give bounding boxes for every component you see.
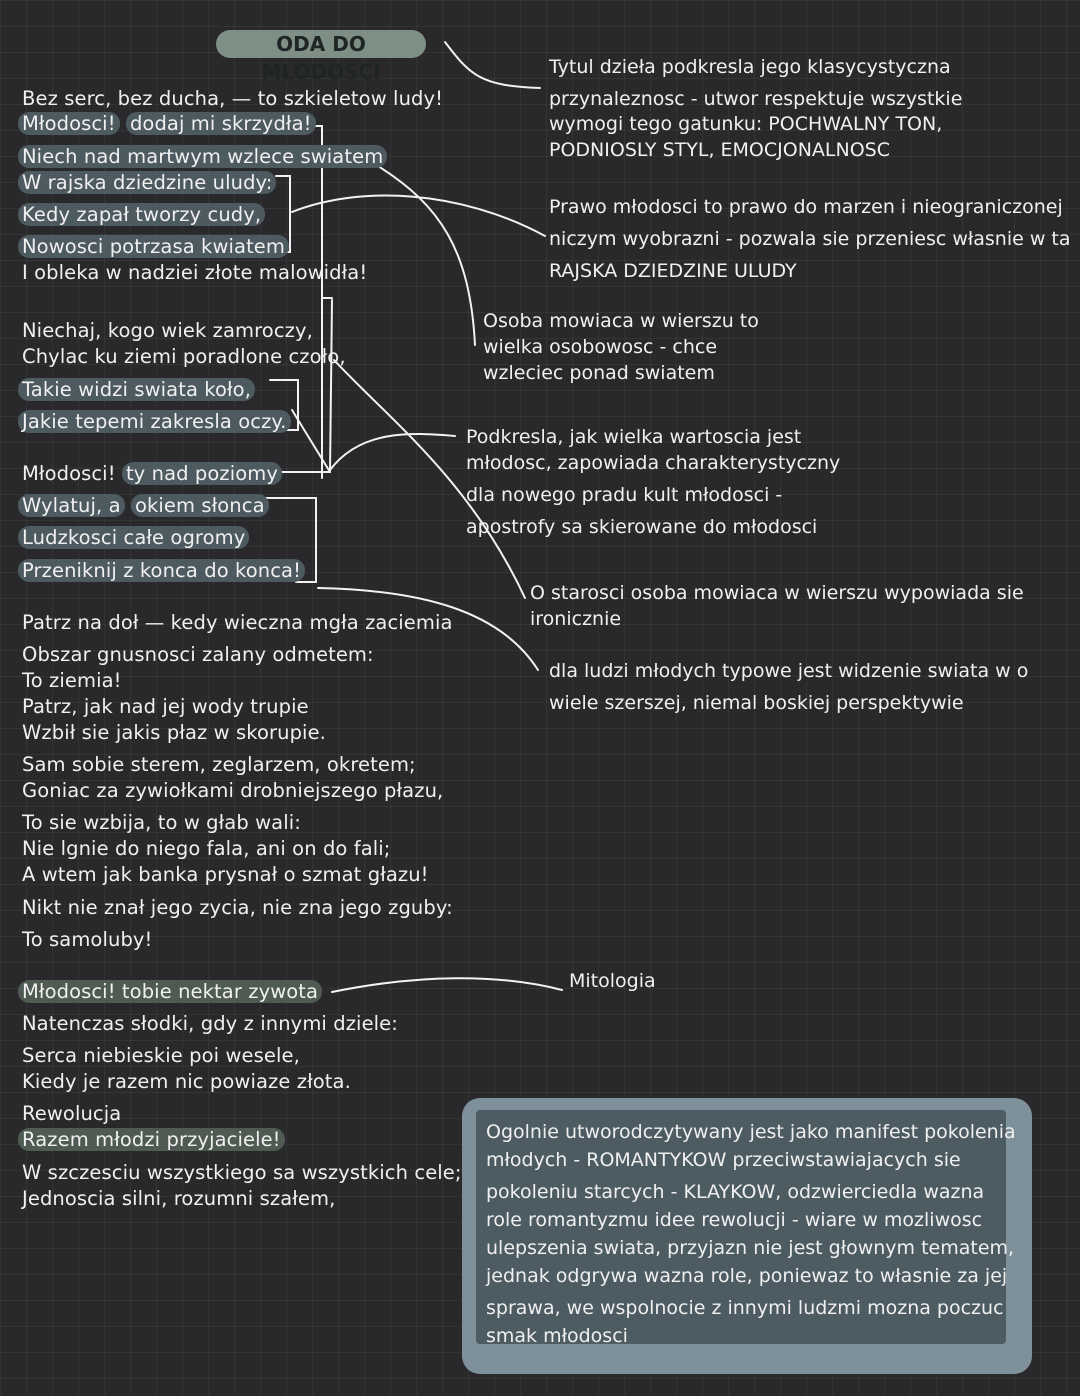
note-line: PODNIOSLY STYL, EMOCJONALNOSC — [549, 139, 890, 161]
summary-text — [486, 1118, 1016, 1350]
poem-line — [18, 202, 265, 228]
summary-line: pokoleniu starcych - KLAYKOW, odzwierciedla wazna — [486, 1181, 985, 1203]
poem-line — [18, 525, 249, 551]
summary-line: młodych - ROMANTYKOW przeciwstawiajacych sie — [486, 1149, 961, 1171]
conn-fan-b — [330, 300, 332, 472]
note-line: RAJSKA DZIEDZINE ULUDY — [549, 260, 797, 282]
poem-line: Natenczas słodki, gdy z innymi dziele: — [22, 1012, 398, 1035]
note-line: młodosc, zapowiada charakterystyczny — [466, 452, 841, 474]
poem-line: To ziemia! — [22, 669, 122, 692]
poem-line — [18, 979, 322, 1005]
poem-line: To sie wzbija, to w głab wali: — [22, 811, 301, 834]
highlight: Razem młodzi przyjaciele! — [18, 1128, 285, 1151]
poem-line — [18, 377, 255, 403]
note-line: wzleciec ponad swiatem — [483, 362, 715, 384]
summary-line: smak młodosci — [486, 1325, 628, 1347]
poem-line: Jednoscia silni, rozumni szałem, — [22, 1187, 336, 1210]
note-line: Podkresla, jak wielka wartoscia jest — [466, 426, 802, 448]
poem-line — [18, 111, 316, 137]
poem-line — [18, 558, 305, 584]
summary-line: ulepszenia swiata, przyjazn nie jest głownym tematem, — [486, 1237, 1015, 1259]
highlight: Niech nad martwym wzlece swiatem — [18, 145, 387, 168]
poem-line: A wtem jak banka prysnał o szmat głazu! — [22, 863, 429, 886]
poem-line — [18, 234, 289, 260]
note-line: wiele szerszej, niemal boskiej perspektywie — [549, 692, 964, 714]
note-line: ironicznie — [530, 608, 622, 630]
poem-line: Nikt nie znał jego zycia, nie zna jego zguby: — [22, 896, 453, 919]
poem-line — [18, 493, 269, 519]
poem-line: Obszar gnusnosci zalany odmetem: — [22, 643, 374, 666]
poem-line — [18, 1127, 285, 1153]
highlight: W rajska dziedzine uludy: — [18, 171, 276, 194]
poem-line: Patrz, jak nad jej wody trupie — [22, 695, 309, 718]
note-mitologia: Mitologia — [569, 970, 656, 992]
conn-rajska — [292, 196, 545, 236]
highlight: Młodosci! tobie nektar zywota — [18, 980, 322, 1003]
conn-mitologia — [332, 978, 562, 992]
note-line: przynaleznosc - utwor respektuje wszystkie — [549, 88, 963, 110]
highlight: Nowosci potrzasa kwiatem — [18, 235, 289, 258]
summary-line: jednak odgrywa wazna role, poniewaz to własnie za jej — [486, 1265, 1008, 1287]
note-line: wymogi tego gatunku: POCHWALNY TON, — [549, 113, 943, 135]
highlight: Wylatuj, a — [18, 494, 125, 517]
highlight: Jakie tepemi zakresla oczy. — [18, 410, 291, 433]
poem-line: Goniac za zywiołkami drobniejszego płazu, — [22, 779, 444, 802]
poem-line: I obleka w nadziei złote malowidła! — [22, 261, 368, 284]
highlight: Przeniknij z konca do konca! — [18, 559, 305, 582]
poem-line: Sam sobie sterem, zeglarzem, okretem; — [22, 753, 416, 776]
poem-line: Chylac ku ziemi poradlone czoło, — [22, 345, 346, 368]
highlight: dodaj mi skrzydła! — [126, 112, 316, 135]
note-line: apostrofy sa skierowane do młodosci — [466, 516, 818, 538]
highlight: Kedy zapał tworzy cudy, — [18, 203, 265, 226]
note-line: Prawo młodosci to prawo do marzen i nieograniczonej — [549, 196, 1063, 218]
note-line: dla ludzi młodych typowe jest widzenie swiata w o — [549, 660, 1029, 682]
highlight: Ludzkosci całe ogromy — [18, 526, 249, 549]
poem-line: Rewolucja — [22, 1102, 122, 1125]
poem-line: Wzbił sie jakis płaz w skorupie. — [22, 721, 326, 744]
poem-line — [18, 170, 276, 196]
poem-line: Nie lgnie do niego fala, ani on do fali; — [22, 837, 391, 860]
note-line: wielka osobowosc - chce — [483, 336, 718, 358]
poem-line: Serca niebieskie poi wesele, — [22, 1044, 300, 1067]
bracket-1 — [310, 126, 332, 478]
poem-line: W szczesciu wszystkiego sa wszystkich cele; — [22, 1161, 462, 1184]
poem-line: Patrz na doł — kedy wieczna mgła zaciemia — [22, 611, 453, 634]
note-line: niczym wyobrazni - pozwala sie przeniesc własnie w ta — [549, 228, 1071, 250]
note-line: O starosci osoba mowiaca w wierszu wypowiada sie — [530, 582, 1024, 604]
summary-line: sprawa, we wspolnocie z innymi ludzmi mozna poczuc — [486, 1297, 1004, 1319]
note-line: Tytul dzieła podkresla jego klasycystyczna — [549, 56, 951, 78]
conn-starosci — [334, 360, 525, 598]
poem-line: Niechaj, kogo wiek zamroczy, — [22, 319, 313, 342]
note-line: Osoba mowiaca w wierszu to — [483, 310, 759, 332]
note-line: dla nowego pradu kult młodosci - — [466, 484, 783, 506]
conn-osoba — [378, 166, 475, 345]
summary-line: Ogolnie utworodczytywany jest jako manifest pokolenia — [486, 1121, 1016, 1143]
poem-line — [18, 409, 291, 435]
highlight: ty nad poziomy — [122, 462, 282, 485]
poem-line: Młodosci! ty nad poziomy — [22, 461, 282, 487]
highlight: okiem słonca — [131, 494, 269, 517]
poem-line: To samoluby! — [22, 928, 153, 951]
title-connector — [445, 42, 540, 88]
summary-line: role romantyzmu idee rewolucji - wiare w mozliwosc — [486, 1209, 983, 1231]
highlight: Młodosci! — [18, 112, 120, 135]
poem-line — [18, 144, 387, 170]
poem-line: Bez serc, bez ducha, — to szkieletow ludy! — [22, 87, 444, 110]
highlight: Takie widzi swiata koło, — [18, 378, 255, 401]
conn-fan-a — [292, 410, 330, 472]
poem-line: Kiedy je razem nic powiaze złota. — [22, 1070, 351, 1093]
page-title: ODA DO MLODOSCI — [216, 30, 426, 58]
